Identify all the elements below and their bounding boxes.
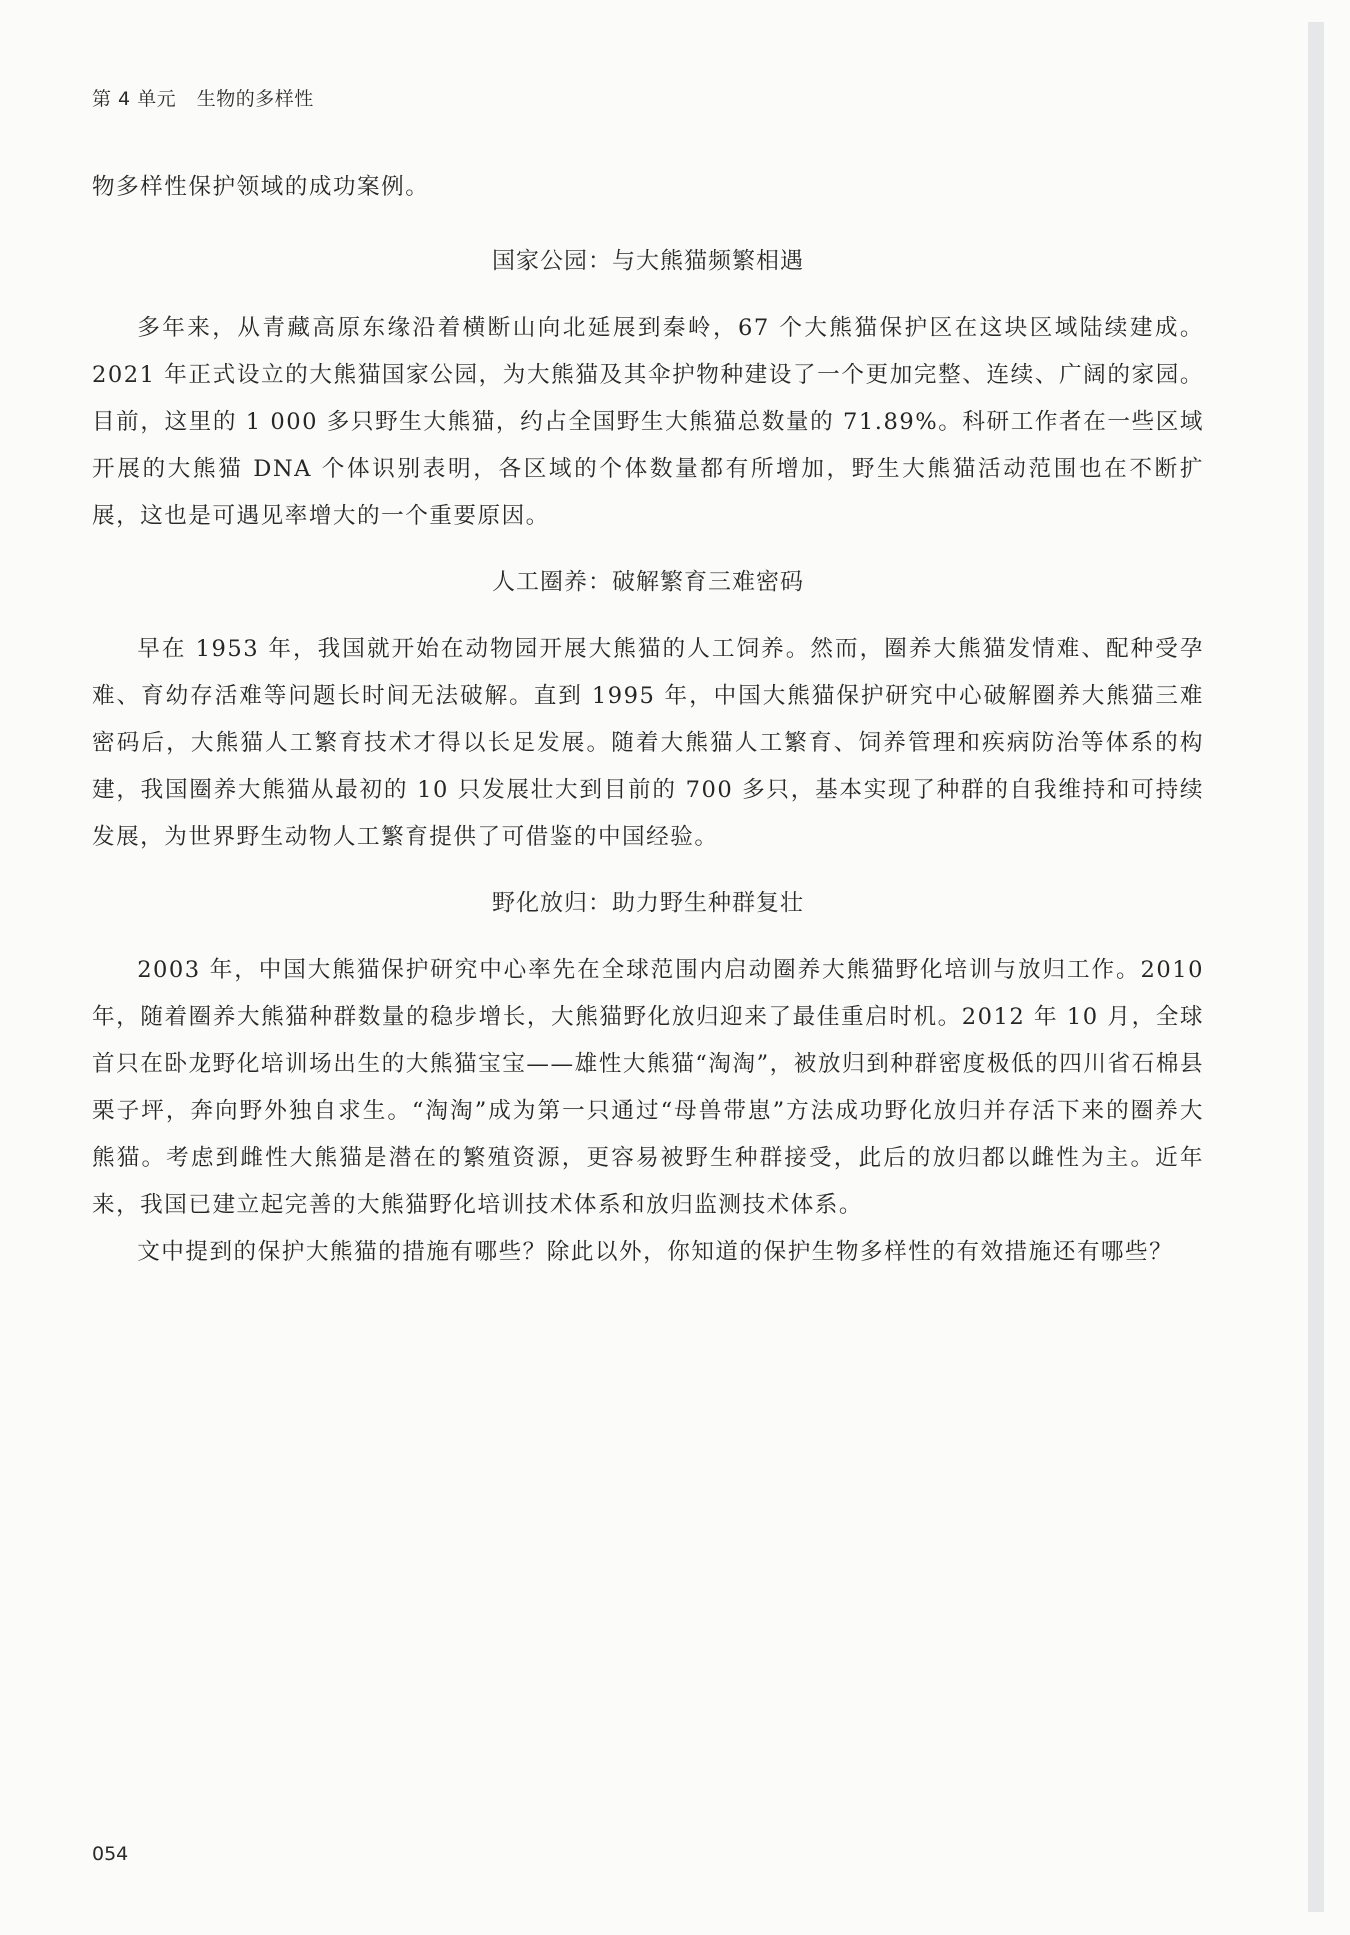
- running-header: [92, 84, 314, 111]
- header-title: 生物的多样性: [196, 88, 314, 110]
- page-edge: [1308, 22, 1324, 1912]
- section-heading-captive-breeding: 人工圈养：破解繁育三难密码: [492, 569, 804, 595]
- section-paragraph-captive-breeding: 早在 1953 年，我国就开始在动物园开展大熊猫的人工饲养。然而，圈养大熊猫发情难、配种受孕难、育幼存活难等问题长时间无法破解。直到 1995 年，中国大熊猫保护研究中心破解圈养大熊猫三难密码后，大熊猫人工繁育技术才得以长足发展。随着大熊猫人工繁育、饲养管理和疾病防治等体系的构建，我国圈养大熊猫从最初的 10 只发展壮大到目前的 700 多只，基本实现了种群的自我维持和可持续发展，为世界野生动物人工繁育提供了可借鉴的中国经验。: [92, 636, 1204, 850]
- intro-tail-paragraph: 物多样性保护领域的成功案例。: [92, 174, 430, 200]
- page-number: 054: [92, 1843, 129, 1865]
- header-unit: 第 4 单元: [92, 88, 177, 110]
- section-heading-national-park: 国家公园：与大熊猫频繁相遇: [492, 248, 804, 274]
- section-paragraph-national-park: 多年来，从青藏高原东缘沿着横断山向北延展到秦岭，67 个大熊猫保护区在这块区域陆续建成。2021 年正式设立的大熊猫国家公园，为大熊猫及其伞护物种建设了一个更加完整、连续、广阔的家园。目前，这里的 1 000 多只野生大熊猫，约占全国野生大熊猫总数量的 71.89%。科研工作者在一些区域开展的大熊猫 DNA 个体识别表明，各区域的个体数量都有所增加，野生大熊猫活动范围也在不断扩展，这也是可遇见率增大的一个重要原因。: [92, 315, 1204, 529]
- section-paragraph-wild-release: 2003 年，中国大熊猫保护研究中心率先在全球范围内启动圈养大熊猫野化培训与放归工作。2010 年，随着圈养大熊猫种群数量的稳步增长，大熊猫野化放归迎来了最佳重启时机。2012 年 10 月，全球首只在卧龙野化培训场出生的大熊猫宝宝——雄性大熊猫“淘淘”，被放归到种群密度极低的四川省石棉县栗子坪，奔向野外独自求生。“淘淘”成为第一只通过“母兽带崽”方法成功野化放归并存活下来的圈养大熊猫。考虑到雌性大熊猫是潜在的繁殖资源，更容易被野生种群接受，此后的放归都以雌性为主。近年来，我国已建立起完善的大熊猫野化培训技术体系和放归监测技术体系。: [92, 957, 1204, 1218]
- section-heading-wild-release: 野化放归：助力野生种群复壮: [492, 890, 804, 916]
- page-content: [92, 164, 1204, 1276]
- discussion-question: 文中提到的保护大熊猫的措施有哪些？除此以外，你知道的保护生物多样性的有效措施还有哪些？: [137, 1239, 1174, 1265]
